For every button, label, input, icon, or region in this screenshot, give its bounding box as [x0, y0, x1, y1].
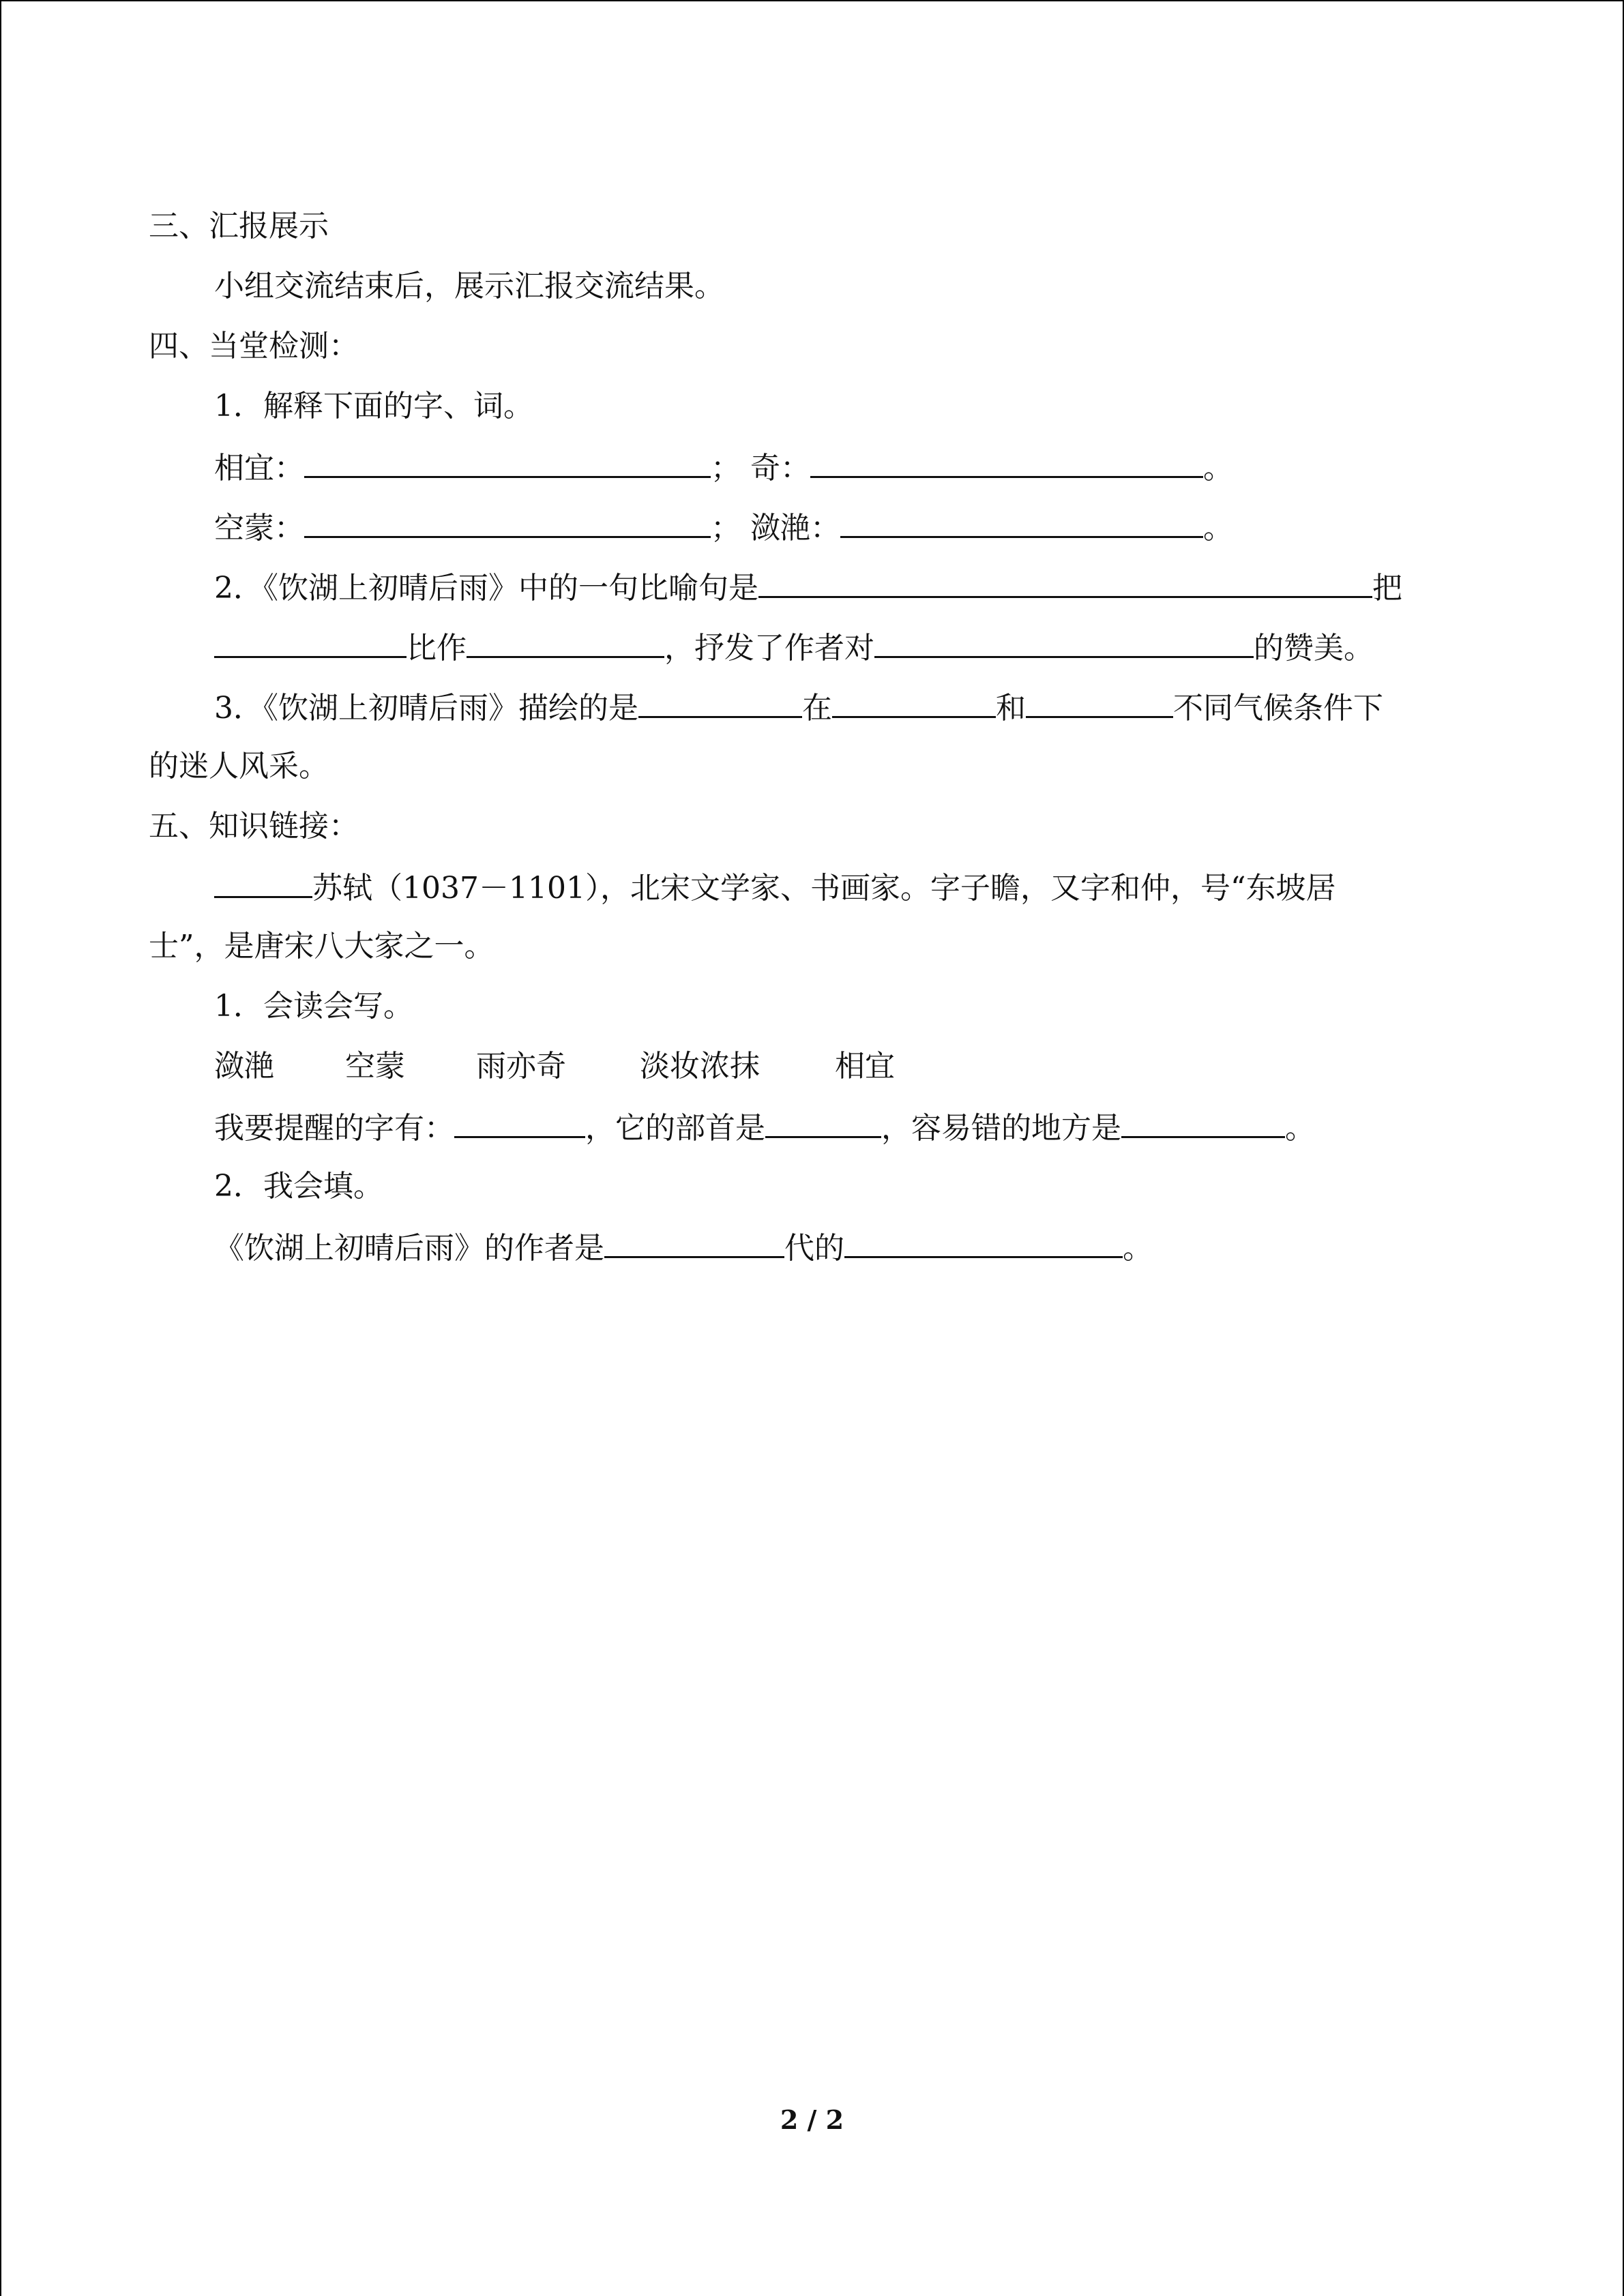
answer-blank[interactable] — [304, 506, 711, 538]
answer-blank[interactable] — [874, 626, 1254, 658]
question-3-text: 3．《饮湖上初晴后雨》描绘的是 — [214, 691, 638, 726]
question-2-text: 比作 — [407, 631, 467, 666]
term-label: 相宜： — [214, 451, 304, 486]
question-3-line-2: 的迷人风采。 — [149, 749, 329, 784]
answer-blank[interactable] — [1026, 686, 1173, 718]
section-4-heading: 四、当堂检测： — [149, 329, 359, 363]
fill-in-text: 《饮湖上初晴后雨》的作者是 — [214, 1231, 604, 1266]
answer-blank[interactable] — [638, 686, 802, 718]
answer-blank[interactable] — [454, 1106, 585, 1138]
reminder-text: ，它的部首是 — [585, 1111, 765, 1146]
vocabulary-words — [214, 1046, 895, 1087]
section-3-text: 小组交流结束后，展示汇报交流结果。 — [214, 269, 724, 303]
page-number: 2 / 2 — [780, 2104, 844, 2135]
section-5-heading: 五、知识链接： — [149, 809, 359, 844]
question-2-text: ，抒发了作者对 — [664, 631, 874, 666]
answer-blank[interactable] — [765, 1106, 881, 1138]
term-label: 奇： — [750, 451, 810, 486]
period: 。 — [1203, 451, 1233, 486]
reminder-text: ，容易错的地方是 — [881, 1111, 1121, 1146]
item-2-title: 2．我会填。 — [214, 1169, 383, 1204]
page-top-border — [0, 0, 1624, 1]
question-2-text: 把 — [1372, 571, 1402, 606]
item-1-title: 1．会读会写。 — [214, 989, 413, 1024]
answer-blank[interactable] — [758, 566, 1372, 598]
vocab-word: 潋滟 — [214, 1049, 274, 1084]
question-3-text: 不同气候条件下 — [1173, 691, 1383, 726]
page-left-border — [0, 0, 1, 2296]
term-label: 潋滟： — [750, 511, 840, 546]
fill-in-text: 代的 — [784, 1231, 844, 1266]
period: 。 — [1123, 1231, 1153, 1266]
question-3-text: 和 — [996, 691, 1026, 726]
author-intro-line-1 — [214, 866, 1335, 907]
question-2-line-1 — [214, 566, 1402, 607]
reminder-line — [214, 1106, 1315, 1147]
question-1-row-2 — [214, 506, 1233, 547]
question-1-prompt: 1．解释下面的字、词。 — [214, 389, 533, 423]
answer-blank[interactable] — [810, 446, 1203, 478]
answer-blank[interactable] — [604, 1226, 784, 1258]
reminder-text: 我要提醒的字有： — [214, 1111, 454, 1146]
answer-blank[interactable] — [840, 506, 1203, 538]
vocab-word: 相宜 — [835, 1049, 895, 1084]
vocab-word: 雨亦奇 — [476, 1049, 566, 1084]
question-3-text: 在 — [802, 691, 832, 726]
section-3-heading: 三、汇报展示 — [149, 209, 329, 243]
vocab-word: 空蒙 — [345, 1049, 405, 1084]
question-3-line-1 — [214, 686, 1383, 727]
separator: ； — [711, 451, 741, 486]
answer-blank[interactable] — [832, 686, 996, 718]
period: 。 — [1285, 1111, 1315, 1146]
answer-blank[interactable] — [844, 1226, 1123, 1258]
question-2-text: 2．《饮湖上初晴后雨》中的一句比喻句是 — [214, 571, 758, 606]
question-1-row-1 — [214, 446, 1233, 487]
answer-blank[interactable] — [214, 866, 312, 898]
answer-blank[interactable] — [467, 626, 664, 658]
author-intro-line-2: 士”，是唐宋八大家之一。 — [149, 929, 494, 964]
answer-blank[interactable] — [1121, 1106, 1285, 1138]
author-intro-text: 苏轼（1037－1101），北宋文学家、书画家。字子瞻，又字和仲，号“东坡居 — [312, 871, 1336, 906]
answer-blank[interactable] — [214, 626, 407, 658]
period: 。 — [1203, 511, 1233, 546]
question-2-text: 的赞美。 — [1254, 631, 1374, 666]
separator: ； — [711, 511, 741, 546]
vocab-word: 淡妆浓抹 — [640, 1049, 760, 1084]
fill-in-line — [214, 1226, 1153, 1267]
question-2-line-2 — [214, 626, 1374, 667]
term-label: 空蒙： — [214, 511, 304, 546]
answer-blank[interactable] — [304, 446, 711, 478]
